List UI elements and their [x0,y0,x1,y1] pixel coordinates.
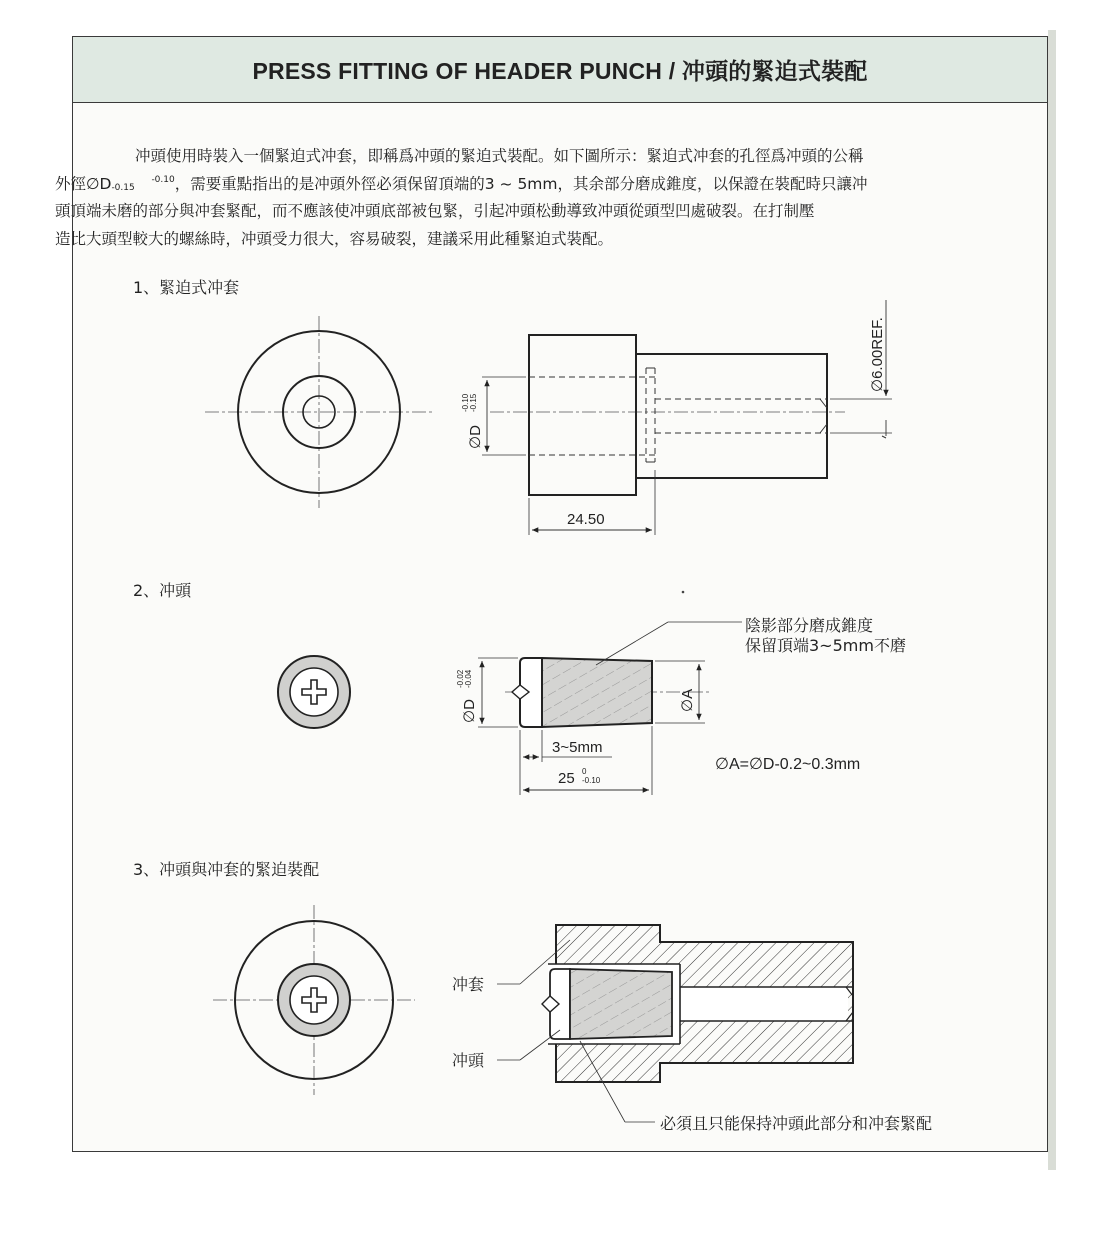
fig2-note-line-2: 保留頂端3~5mm不磨 [745,636,906,655]
intro-tol-lower: -0.15 [111,183,135,193]
intro-tol-upper: -0.10 [151,175,175,185]
section-2-heading: 2、冲頭 [133,581,192,600]
section-1-heading: 1、緊迫式冲套 [133,278,240,297]
intro-line-3: 頭頂端未磨的部分與冲套緊配，而不應該使冲頭底部被包緊，引起冲頭松動導致冲頭從頭型凹處破裂。在打制壓 [55,202,815,220]
fig2-dim-length: 25 [558,770,575,787]
fig2-dim-tip: 3~5mm [552,739,603,756]
fig2-formula: ∅A=∅D-0.2~0.3mm [715,756,861,773]
fig3-label-punch: 冲頭 [452,1051,485,1070]
fig3-section-view [542,925,853,1082]
fig3-end-view [213,905,415,1095]
fig2-end-view [278,656,350,728]
fig1-dim-length: 24.50 [567,511,605,528]
fig2-dim-d-upper: -0.02 [456,669,465,688]
intro-line-1: 冲頭使用時裝入一個緊迫式冲套，即稱爲冲頭的緊迫式裝配。如下圖所示：緊迫式冲套的孔徑爲冲頭的公稱 [135,147,864,165]
page-title: PRESS FITTING OF HEADER PUNCH / 冲頭的緊迫式裝配 [252,58,868,84]
fig1-dim-d-upper: -0.10 [461,393,470,412]
fig2-dim-length-lower: -0.10 [582,776,601,785]
fig3-note: 必須且只能保持冲頭此部分和冲套緊配 [660,1114,933,1133]
intro-line-2b: ，需要重點指出的是冲頭外徑必須保留頂端的3 ~ 5mm，其余部分磨成錐度，以保證在裝配時只讓冲 [174,174,868,193]
section-3-heading: 3、冲頭與冲套的緊迫裝配 [133,860,320,879]
fig2-dim-d-lower: -0.04 [464,669,473,688]
fig1-end-view [205,316,435,508]
speck [682,591,685,594]
intro-line-4: 造比大頭型較大的螺絲時，冲頭受力很大，容易破裂，建議采用此種緊迫式裝配。 [55,229,614,248]
fig1-side-view [490,335,845,495]
intro-line-2a: 外徑∅D [55,174,112,193]
fig2-dim-a: ∅A [679,688,696,712]
fig1-dim-d-lower: -0.15 [469,393,478,412]
fig2-note-line-1: 陰影部分磨成錐度 [745,616,874,635]
fig3-label-sleeve: 冲套 [452,975,485,994]
fig2-dim-d: ∅D [461,699,478,723]
fig1-dim-ref: ∅6.00REF. [869,317,886,392]
fig2-dim-length-upper: 0 [582,767,587,776]
fig1-dim-d: ∅D [467,425,484,449]
